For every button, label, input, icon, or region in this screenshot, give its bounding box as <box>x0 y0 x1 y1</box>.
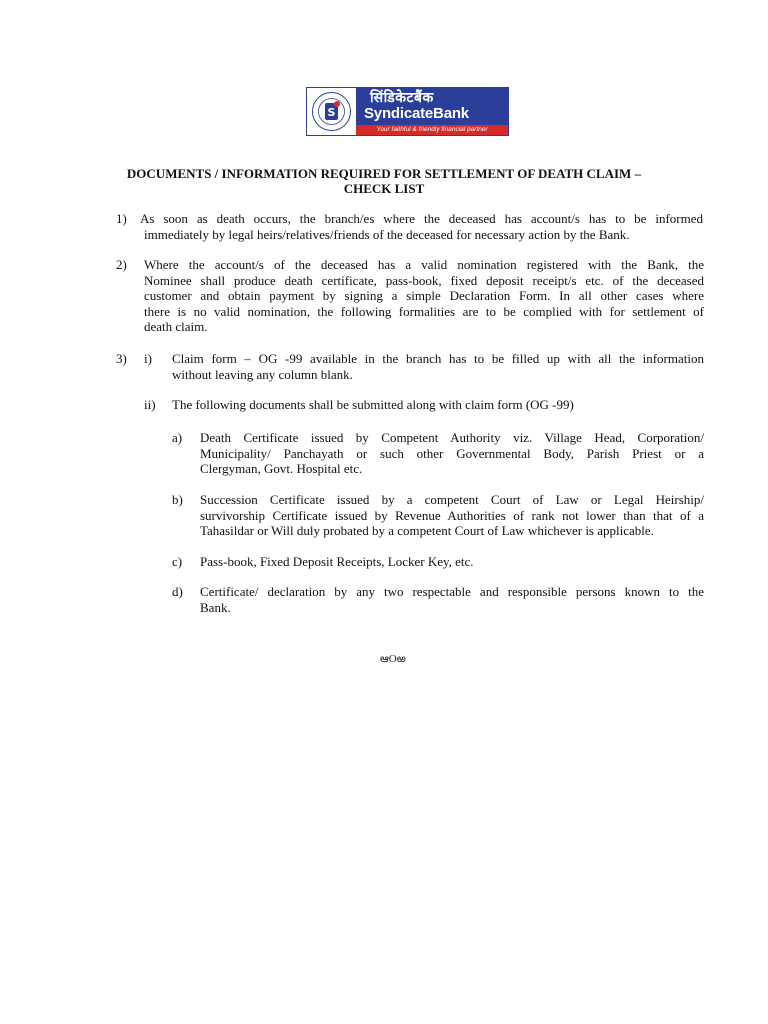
sub-c-number: c) <box>172 554 183 569</box>
svg-text:S: S <box>327 106 336 119</box>
item-2-line: customer and obtain payment by signing a simple Declaration Form. In all other cases where <box>144 288 704 303</box>
sub-b-line: Tahasildar or Will duly probated by a competent Court of Law whichever is applicable. <box>200 523 654 538</box>
item-3-number: 3) <box>116 351 127 366</box>
sub-b-number: b) <box>172 492 183 507</box>
item-3-ii-number: ii) <box>144 397 156 412</box>
item-2-line: death claim. <box>144 319 208 334</box>
footer-ornament: ఆOఱ <box>380 653 406 665</box>
item-3-i-paragraph <box>172 351 704 382</box>
item-3-ii-text: The following documents shall be submitted along with claim form (OG -99) <box>172 397 574 412</box>
item-2-paragraph <box>144 257 704 335</box>
item-3-i-number: i) <box>144 351 152 366</box>
item-2-line: there is no valid nomination, the following formalities are to be complied with for settlement of <box>144 303 704 319</box>
sub-a-line: Death Certificate issued by Competent Authority viz. Village Head, Corporation/ <box>200 430 704 445</box>
item-1-line-2: immediately by legal heirs/relatives/friends of the deceased for necessary action by the Bank. <box>144 227 630 242</box>
sub-b-line: Succession Certificate issued by a competent Court of Law or Legal Heirship/ <box>200 492 704 507</box>
sub-b-paragraph <box>200 492 704 539</box>
sub-b-line: survivorship Certificate issued by Revenue Authorities of rank not lower than that of a <box>200 507 704 523</box>
item-3-i-line: without leaving any column blank. <box>172 366 353 382</box>
sub-c-text: Pass-book, Fixed Deposit Receipts, Locker Key, etc. <box>200 554 474 569</box>
item-2-line: Nominee shall produce death certificate, pass-book, fixed deposit receipt/s etc. of the deceased <box>144 272 704 288</box>
sub-d-number: d) <box>172 584 183 599</box>
sub-a-number: a) <box>172 430 183 445</box>
bank-brand-panel <box>356 88 508 135</box>
sub-a-line: Clergyman, Govt. Hospital etc. <box>200 461 363 476</box>
sub-a-paragraph <box>200 430 704 477</box>
bank-seal-icon <box>307 88 356 135</box>
sub-d-line: Bank. <box>200 599 231 615</box>
sub-d-paragraph <box>200 584 704 615</box>
sub-a-line: Municipality/ Panchayath or such other Governmental Body, Parish Priest or a <box>200 445 704 461</box>
document-title <box>110 166 658 196</box>
sub-d-line: Certificate/ declaration by any two respectable and responsible persons known to the <box>200 584 704 599</box>
logo-hindi-text: सिंडिकेटबैंक <box>370 90 434 106</box>
logo-bank-name: SyndicateBank <box>364 105 469 122</box>
item-3-i-line: Claim form – OG -99 available in the branch has to be filled up with all the information <box>172 351 704 366</box>
title-line-2: CHECK LIST <box>343 181 425 196</box>
item-1-number: 1) <box>116 211 127 226</box>
logo-tagline: Your faithful & friendly financial partner <box>356 125 508 135</box>
item-1-line-1: As soon as death occurs, the branch/es where the deceased has account/s has to be informed <box>140 211 703 226</box>
item-2-line: Where the account/s of the deceased has a valid nomination registered with the Bank, the <box>144 257 704 272</box>
bank-logo <box>306 87 509 136</box>
title-line-1: DOCUMENTS / INFORMATION REQUIRED FOR SETTLEMENT OF DEATH CLAIM – <box>126 166 642 181</box>
item-2-number: 2) <box>116 257 127 272</box>
